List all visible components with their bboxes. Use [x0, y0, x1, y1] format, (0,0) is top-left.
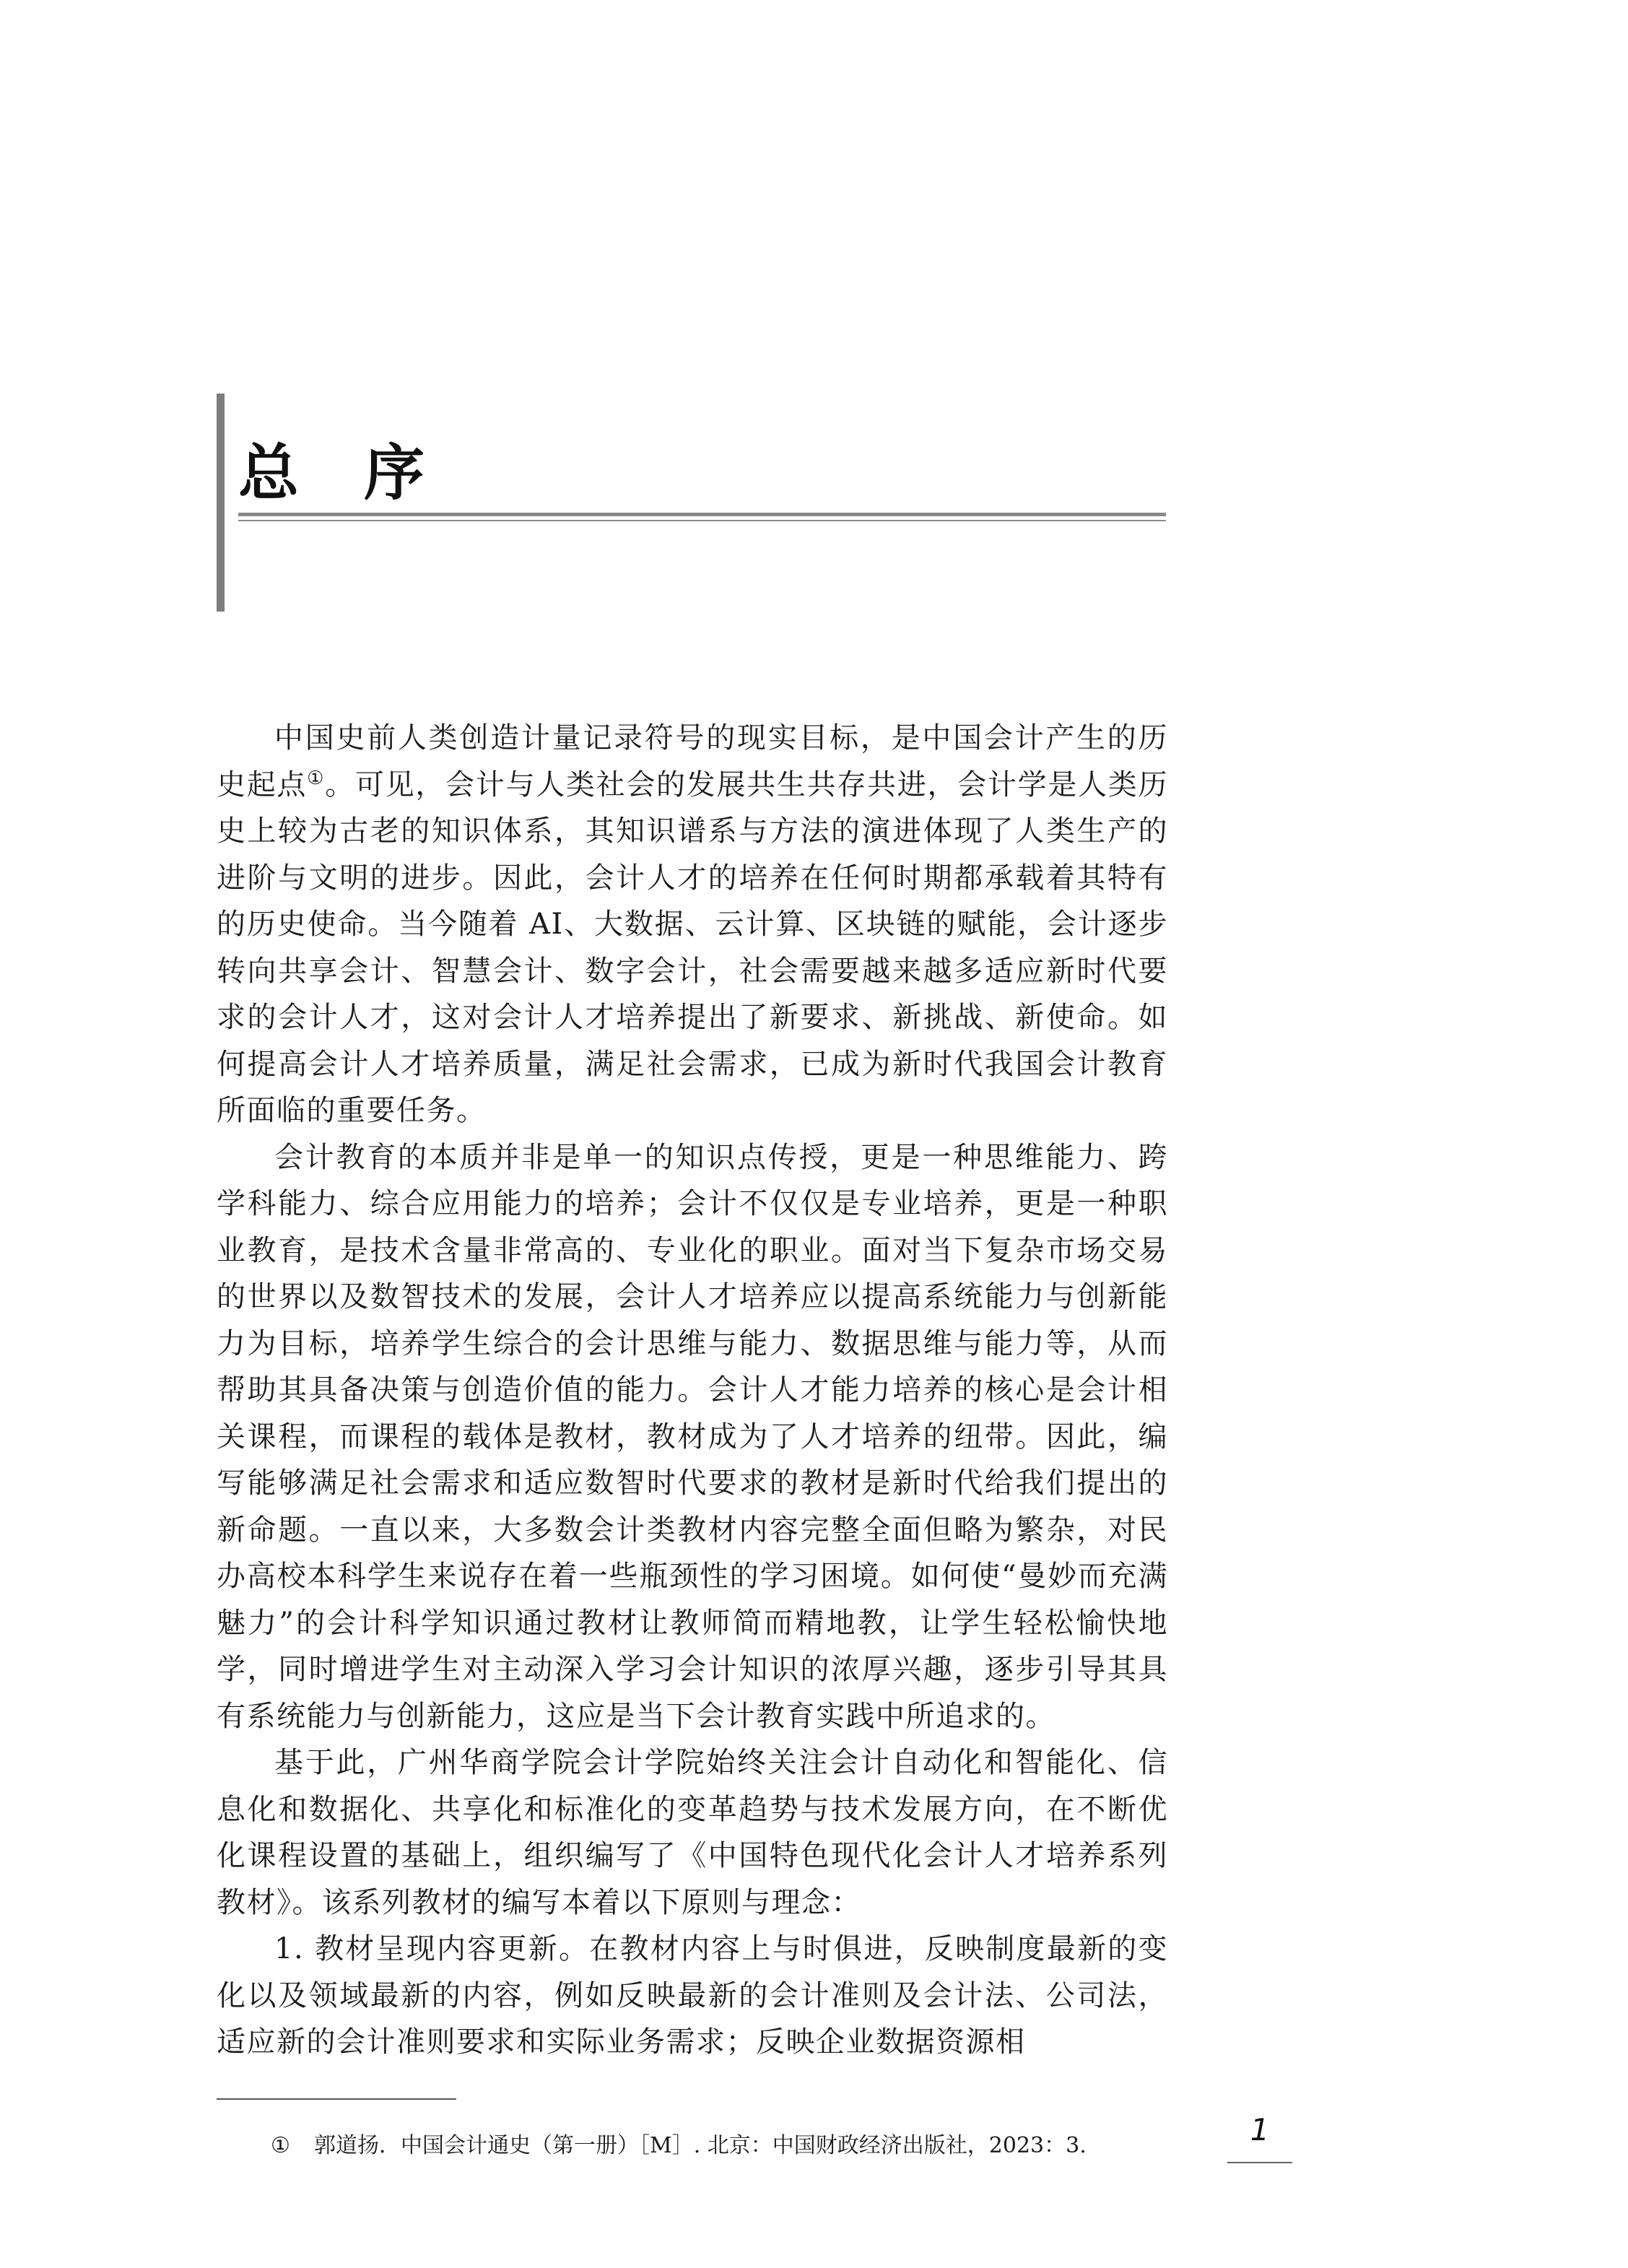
title-rule-thin [238, 520, 1166, 521]
title-rule-thick [238, 513, 1166, 516]
paragraph-2: 会计教育的本质并非是单一的知识点传授，更是一种思维能力、跨学科能力、综合应用能力的培养；会计不仅仅是专业培养，更是一种职业教育，是技术含量非常高的、专业化的职业。面对当下复杂市场交易的世界以及数智技术的发展，会计人才培养应以提高系统能力与创新能力为目标，培养学生综合的会计思维与能力、数据思维与能力等，从而帮助其具备决策与创造价值的能力。会计人才能力培养的核心是会计相关课程，而课程的载体是教材，教材成为了人才培养的纽带。因此，编写能够满足社会需求和适应数智时代要求的教材是新时代给我们提出的新命题。一直以来，大多数会计类教材内容完整全面但略为繁杂，对民办高校本科学生来说存在着一些瓶颈性的学习困境。如何使“曼妙而充满魅力”的会计科学知识通过教材让教师简而精地教，让学生轻松愉快地学，同时增进学生对主动深入学习会计知识的浓厚兴趣，逐步引导其具有系统能力与创新能力，这应是当下会计教育实践中所追求的。 [217, 1140, 1168, 1733]
page-number: 1 [1250, 2112, 1270, 2147]
page-number-underline [1227, 2162, 1292, 2163]
paragraph-4: 1. 教材呈现内容更新。在教材内容上与时俱进，反映制度最新的变化以及领域最新的内容，例如反映最新的会计准则及会计法、公司法，适应新的会计准则要求和实际业务需求；反映企业数据资源相 [217, 1932, 1168, 2059]
chapter-title: 总序 [238, 438, 490, 508]
paragraph-1-rest: 。可见，会计与人类社会的发展共生共存共进，会计学是人类历史上较为古老的知识体系，其知识谱系与方法的演进体现了人类生产的进阶与文明的进步。因此，会计人才的培养在任何时期都承载着其特有的历史使命。当今随着 AI、大数据、云计算、区块链的赋能，会计逐步转向共享会计、智慧会计、数字会计，社会需要越来越多适应新时代要求的会计人才，这对会计人才培养提出了新要求、新挑战、新使命。如何提高会计人才培养质量，满足社会需求，已成为新时代我国会计教育所面临的重要任务。 [217, 768, 1169, 1127]
footnote-text: 郭道扬．中国会计通史（第一册）［M］. 北京：中国财政经济出版社，2023：3. [314, 2133, 1087, 2158]
chapter-side-bar [217, 394, 225, 612]
footnote-number: ① [271, 2133, 290, 2158]
body-text [217, 715, 1168, 2066]
paragraph-3: 基于此，广州华商学院会计学院始终关注会计自动化和智能化、信息化和数据化、共享化和标准化的变革趋势与技术发展方向，在不断优化课程设置的基础上，组织编写了《中国特色现代化会计人才培养系列教材》。该系列教材的编写本着以下原则与理念： [217, 1746, 1168, 1919]
paragraph-1 [217, 715, 1168, 1134]
footnote [271, 2132, 1087, 2160]
paragraph-1-start: 中国史前人类创造计量记录符号的现实目标，是中国会计产生的历史起点 [217, 721, 1168, 801]
footnote-divider [217, 2098, 456, 2100]
footnote-reference[interactable]: ① [307, 767, 326, 789]
